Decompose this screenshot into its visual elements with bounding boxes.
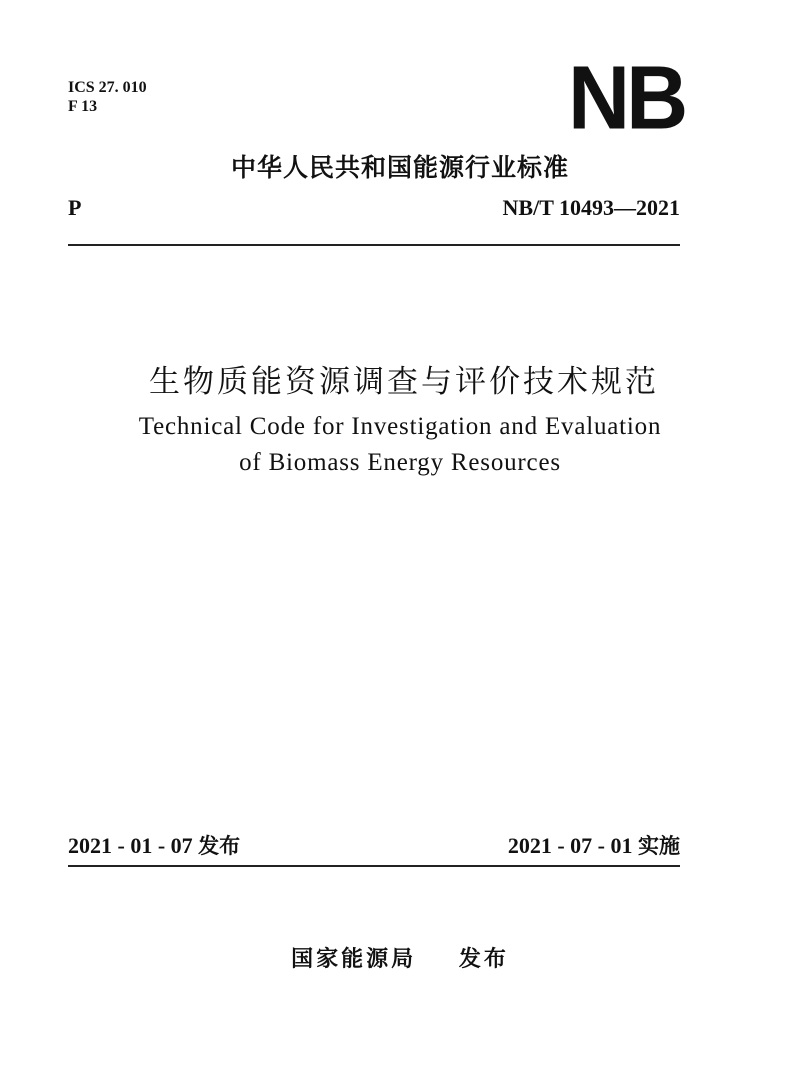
classification-codes <box>68 78 147 116</box>
title-english-line1: Technical Code for Investigation and Evaluation <box>138 413 662 440</box>
issue-date: 2021 - 01 - 07 <box>68 833 193 858</box>
implement-date: 2021 - 07 - 01 <box>507 833 633 858</box>
nb-logo: NB <box>568 47 685 149</box>
issue-label: 发布 <box>198 834 241 858</box>
ccs-code: F 13 <box>68 98 98 115</box>
ics-code: ICS 27. 010 <box>68 79 147 96</box>
issue-date-block <box>68 830 240 860</box>
publisher-line <box>0 942 800 973</box>
implement-label: 实施 <box>638 834 680 858</box>
standard-type-heading: 中华人民共和国能源行业标准 <box>230 153 569 182</box>
standard-number: NB/T 10493—2021 <box>502 195 680 220</box>
title-english-line2: of Biomass Energy Resources <box>239 449 561 476</box>
publisher-action: 发布 <box>458 947 509 972</box>
profession-letter: P <box>68 195 82 220</box>
top-divider <box>68 244 680 246</box>
publisher-name: 国家能源局 <box>291 947 417 972</box>
title-chinese: 生物质能资源调查与评价技术规范 <box>149 364 659 400</box>
implement-date-block <box>508 830 680 860</box>
bottom-divider <box>68 865 680 867</box>
